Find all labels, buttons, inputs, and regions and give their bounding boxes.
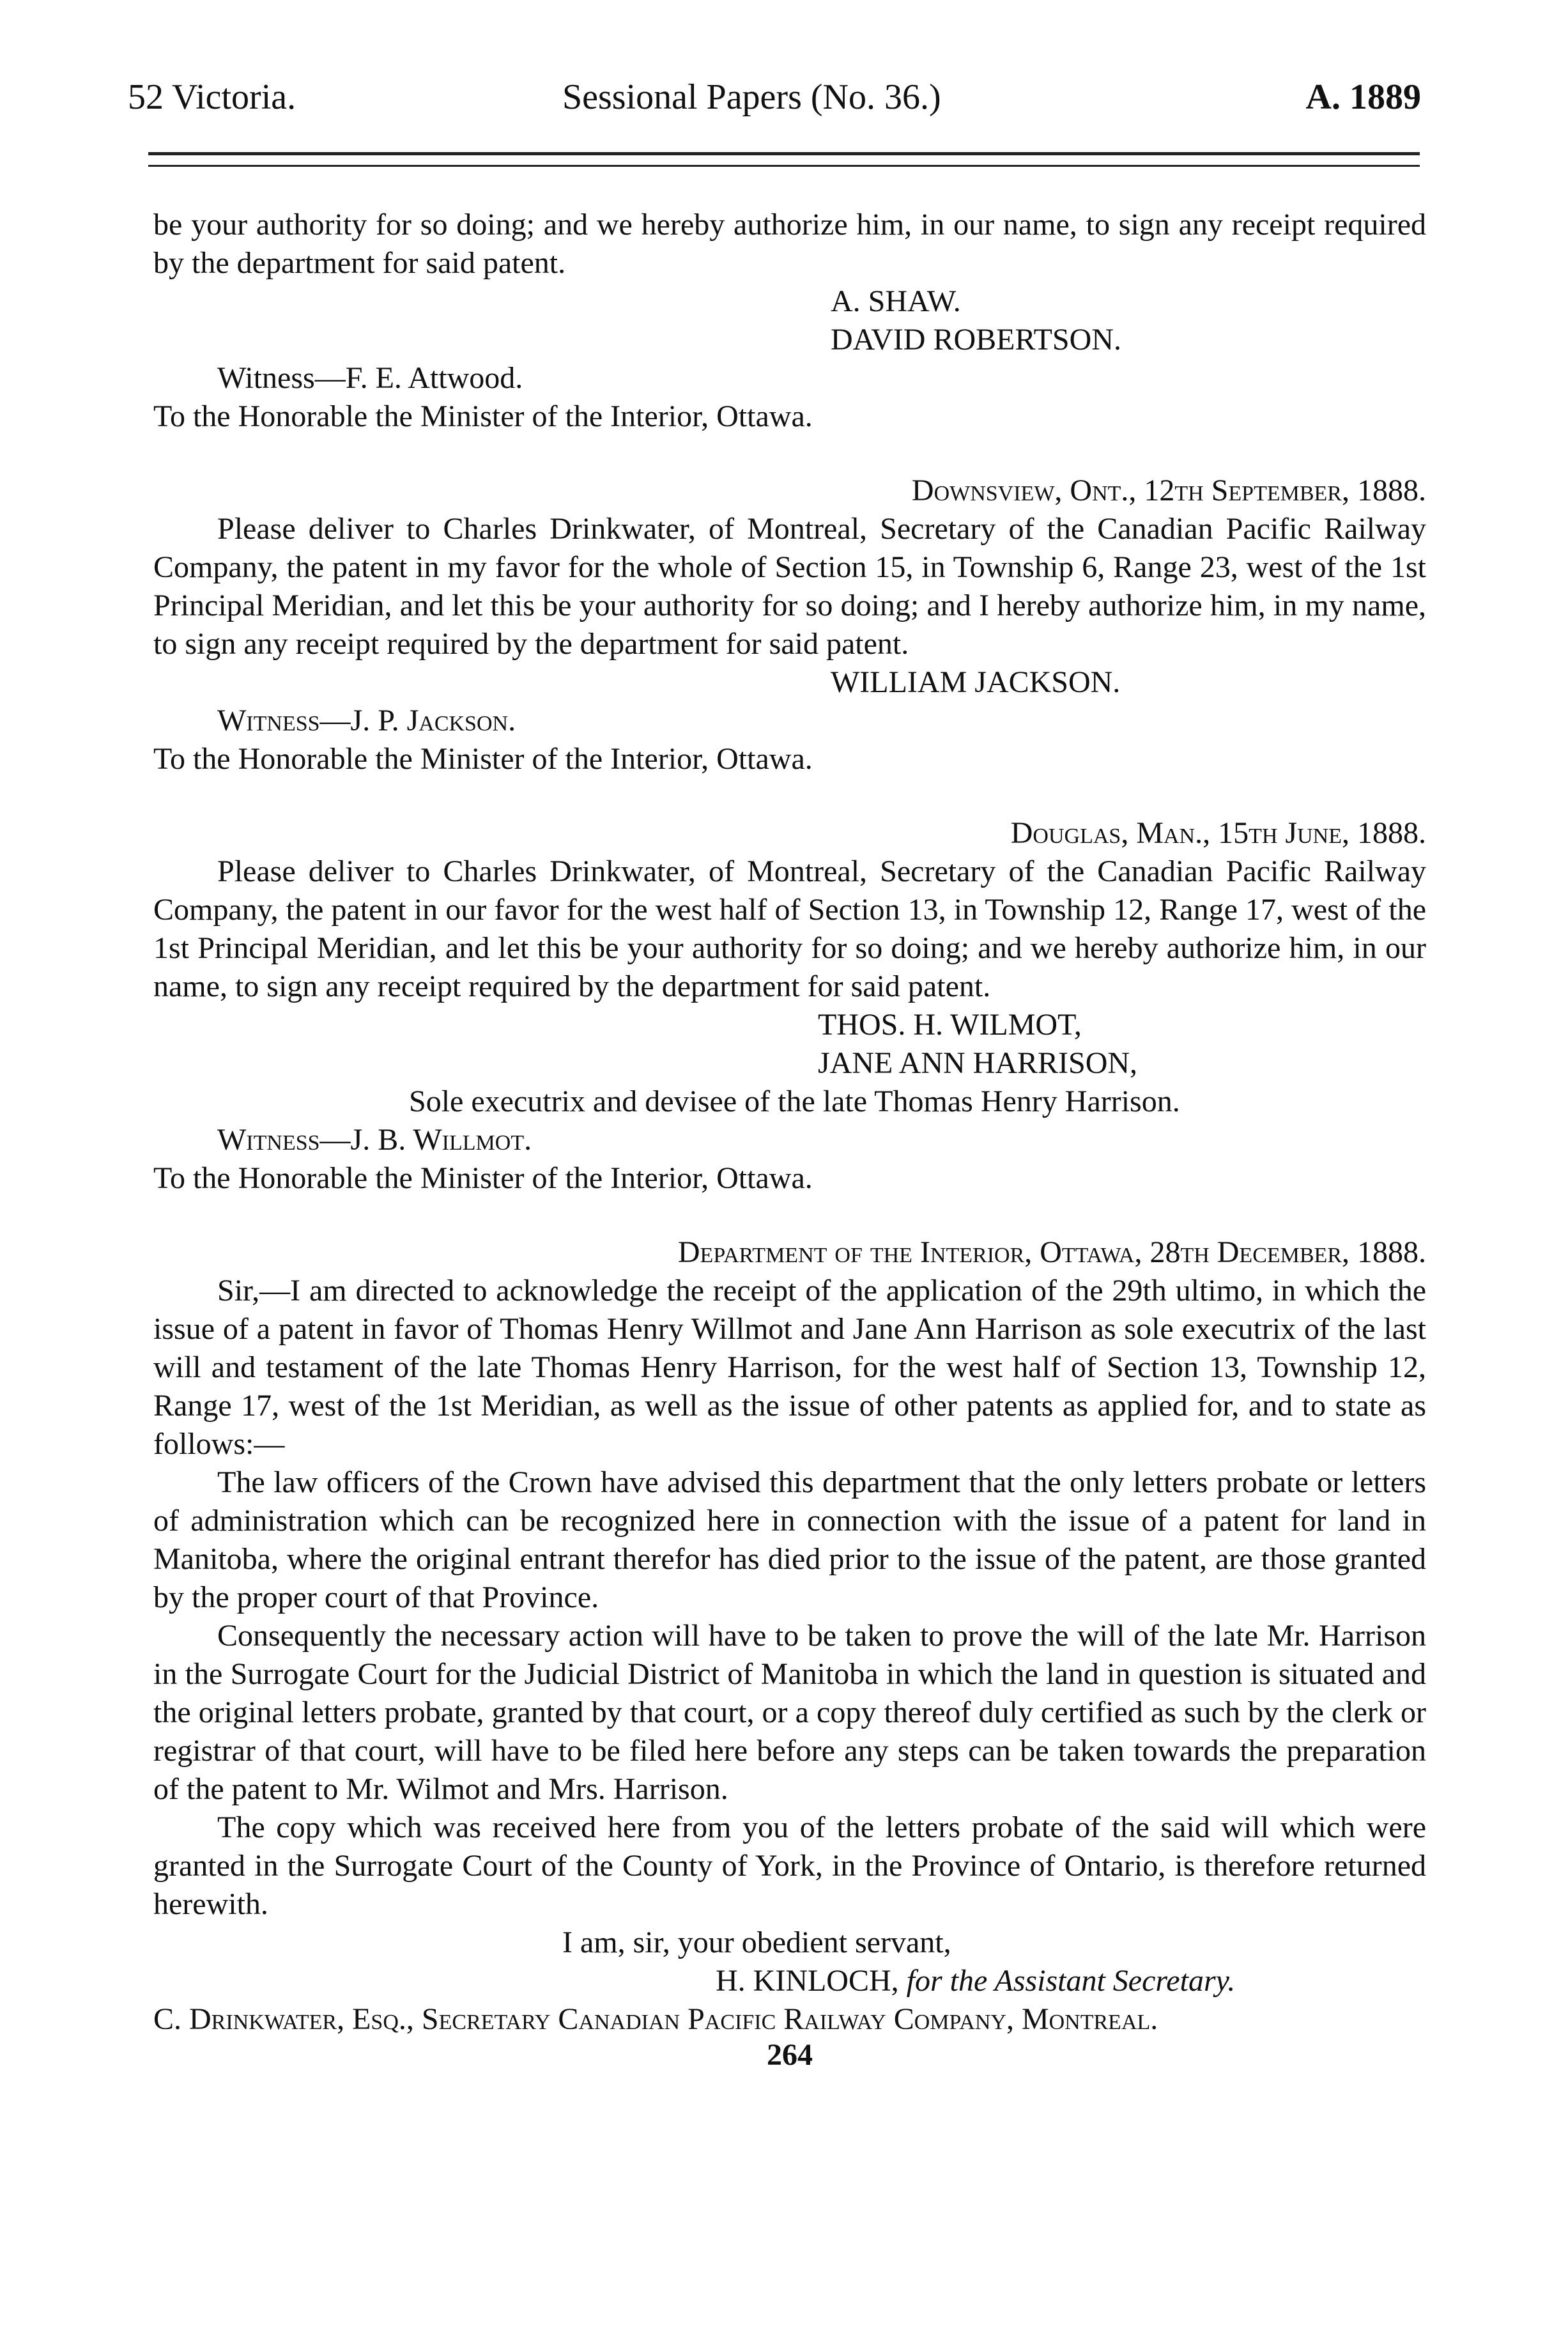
- header-rule-thick: [148, 152, 1420, 155]
- letter-text: Please deliver to Charles Drinkwater, of Montreal, Secretary of the Canadian Pacific Railway Company, the patent in my favor for the whole of Section 15, in Township 6, Range 23, west of the 1st Principal Meridian, and let this be your authority for so doing; and I hereby authorize him, in my name, to sign any receipt required by the department for said patent.: [153, 512, 1426, 661]
- letter-jackson: [153, 472, 1426, 778]
- dateline: Douglas, Man., 15th June, 1888.: [1010, 816, 1426, 850]
- header-title: Sessional Papers (No. 36.): [562, 77, 941, 117]
- signatory: THOS. H. WILMOT,: [818, 1008, 1082, 1042]
- spacer: [153, 1198, 1426, 1233]
- spacer: [153, 778, 1426, 814]
- page-number: 264: [767, 2038, 813, 2072]
- witness-line: Witness—F. E. Attwood.: [217, 361, 523, 395]
- addressee-line: To the Honorable the Minister of the Interior, Ottawa.: [153, 399, 813, 433]
- header-rule-thin: [148, 165, 1420, 167]
- letter-text: be your authority for so doing; and we hereby authorize him, in our name, to sign any receipt required by the department for said patent.: [153, 208, 1426, 280]
- signatory: A. SHAW.: [831, 284, 961, 318]
- signatory-name: H. KINLOCH,: [716, 1964, 899, 1998]
- signature-line: [716, 1962, 1426, 2000]
- page-body: [153, 206, 1426, 2074]
- paragraph: Consequently the necessary action will have to be taken to prove the will of the late Mr. Harrison in the Surrogate Court for the Judicial District of Manitoba in which the land in question is situated and the original letters probate, granted by that court, or a copy thereof duly certified as such by the clerk or registrar of that court, will have to be filed here before any steps can be taken towards the preparation of the patent to Mr. Wilmot and Mrs. Harrison.: [153, 1619, 1426, 1806]
- witness-line: Witness—J. P. Jackson.: [217, 704, 516, 737]
- addressee-line: To the Honorable the Minister of the Interior, Ottawa.: [153, 742, 813, 776]
- header-year: A. 1889: [1305, 77, 1421, 117]
- letter-department-reply: [153, 1233, 1426, 2039]
- executrix-line: Sole executrix and devisee of the late Thomas Henry Harrison.: [409, 1085, 1180, 1118]
- addressee-line: To the Honorable the Minister of the Interior, Ottawa.: [153, 1161, 813, 1195]
- letter-shaw-robertson: [153, 206, 1426, 436]
- signatory-title: for the Assistant Secretary.: [906, 1964, 1236, 1998]
- dateline: Department of the Interior, Ottawa, 28th December, 1888.: [677, 1235, 1426, 1269]
- paragraph: The law officers of the Crown have advised this department that the only letters probate or letters of administration which can be recognized here in connection with the issue of a patent for land in Manitoba, where the original entrant therefor has died prior to the issue of the patent, are those granted by the proper court of that Province.: [153, 1465, 1426, 1614]
- signatory: DAVID ROBERTSON.: [831, 323, 1121, 357]
- spacer: [153, 436, 1426, 472]
- letter-text: Please deliver to Charles Drinkwater, of Montreal, Secretary of the Canadian Pacific Railway Company, the patent in our favor for the west half of Section 13, in Township 12, Range 17, west of the 1st Principal Meridian, and let this be your authority for so doing; and we hereby authorize him, in our name, to sign any receipt required by the department for said patent.: [153, 854, 1426, 1003]
- paragraph: Sir,—I am directed to acknowledge the receipt of the application of the 29th ultimo, in which the issue of a patent in favor of Thomas Henry Willmot and Jane Ann Harrison as sole executrix of the last will and testament of the late Thomas Henry Harrison, for the west half of Section 13, Township 12, Range 17, west of the 1st Meridian, as well as the issue of other patents as applied for, and to state as follows:—: [153, 1274, 1426, 1461]
- signatory: JANE ANN HARRISON,: [818, 1046, 1138, 1080]
- dateline: Downsview, Ont., 12th September, 1888.: [911, 474, 1426, 507]
- signatory: WILLIAM JACKSON.: [831, 665, 1121, 699]
- paragraph: The copy which was received here from you of the letters probate of the said will which were granted in the Surrogate Court of the County of York, in the Province of Ontario, is therefore returned herewith.: [153, 1810, 1426, 1921]
- witness-line: Witness—J. B. Willmot.: [217, 1123, 532, 1157]
- letter-wilmot-harrison: [153, 814, 1426, 1198]
- recipient-line: C. Drinkwater, Esq., Secretary Canadian Pacific Railway Company, Montreal.: [153, 2002, 1158, 2036]
- closing-line: I am, sir, your obedient servant,: [562, 1926, 951, 1959]
- running-header: [128, 77, 1421, 128]
- header-volume: 52 Victoria.: [128, 77, 296, 117]
